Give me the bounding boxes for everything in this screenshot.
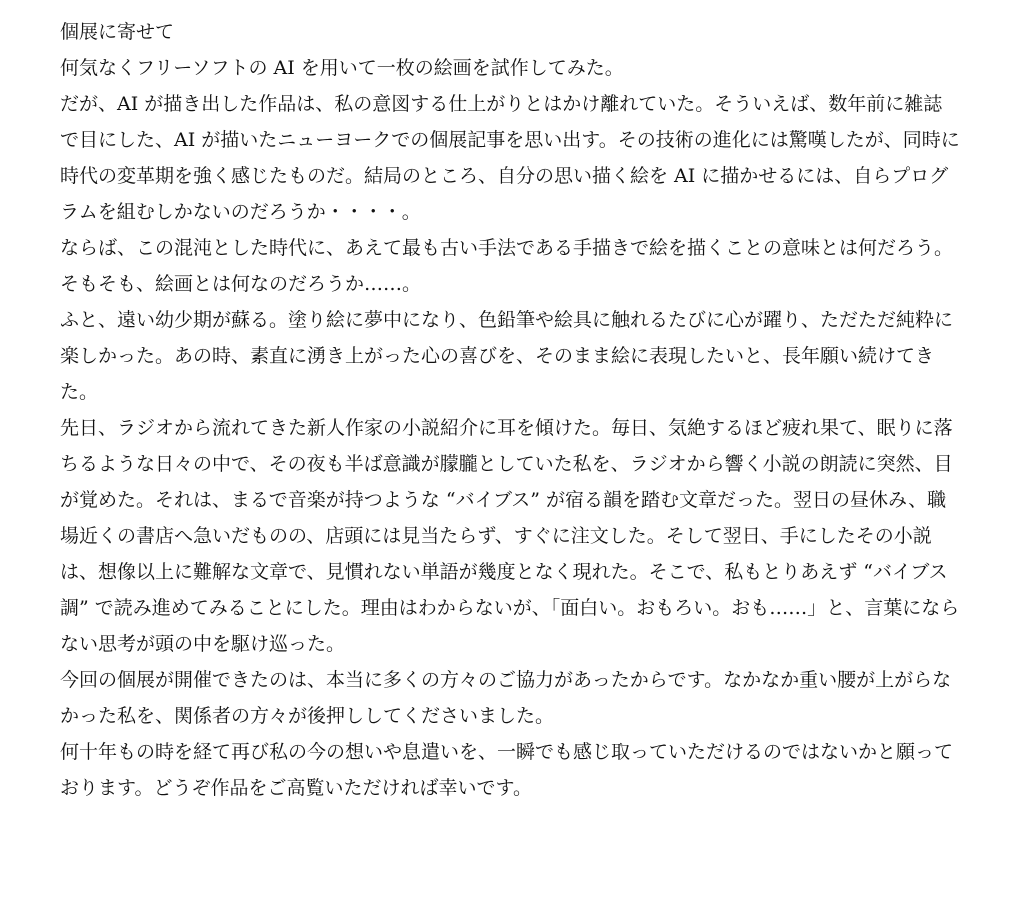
paragraph-1: 何気なくフリーソフトの AI を用いて一枚の絵画を試作してみた。 [60, 57, 624, 79]
paragraph-4: ふと、遠い幼少期が蘇る。塗り絵に夢中になり、色鉛筆や絵具に触れるたびに心が躍り、ただただ純粋に楽しかった。あの時、素直に湧き上がった心の喜びを、そのまま絵に表現したいと、長年願い続けてきた。 [60, 309, 954, 403]
paragraph-6: 今回の個展が開催できたのは、本当に多くの方々のご協力があったからです。なかなか重い腰が上がらなかった私を、関係者の方々が後押ししてくださいました。 [60, 669, 952, 727]
paragraph-3: ならば、この混沌とした時代に、あえて最も古い手法である手描きで絵を描くことの意味とは何だろう。そもそも、絵画とは何なのだろうか……。 [60, 237, 954, 295]
essay-document [60, 14, 960, 806]
essay-title: 個展に寄せて [60, 21, 175, 43]
paragraph-2: だが、AI が描き出した作品は、私の意図する仕上がりとはかけ離れていた。そういえば、数年前に雑誌で目にした、AI が描いたニューヨークでの個展記事を思い出す。その技術の進化には驚嘆したが、同時に時代の変革期を強く感じたものだ。結局のところ、自分の思い描く絵を AI に描かせるには、自らプログラムを組むしかないのだろうか・・・・。 [60, 93, 960, 223]
paragraph-5: 先日、ラジオから流れてきた新人作家の小説紹介に耳を傾けた。毎日、気絶するほど疲れ果て、眠りに落ちるような日々の中で、その夜も半ば意識が朦朧としていた私を、ラジオから響く小説の朗読に突然、目が覚めた。それは、まるで音楽が持つような “バイブス” が宿る韻を踏む文章だった。翌日の昼休み、職場近くの書店へ急いだものの、店頭には見当たらず、すぐに注文した。そして翌日、手にしたその小説は、想像以上に難解な文章で、見慣れない単語が幾度となく現れた。そこで、私もとりあえず “バイブス調” で読み進めてみることにした。理由はわからないが、「面白い。おもろい。おも……」と、言葉にならない思考が頭の中を駆け巡った。 [60, 417, 960, 655]
paragraph-7: 何十年もの時を経て再び私の今の想いや息遣いを、一瞬でも感じ取っていただけるのではないかと願っております。どうぞ作品をご高覧いただければ幸いです。 [60, 741, 954, 799]
